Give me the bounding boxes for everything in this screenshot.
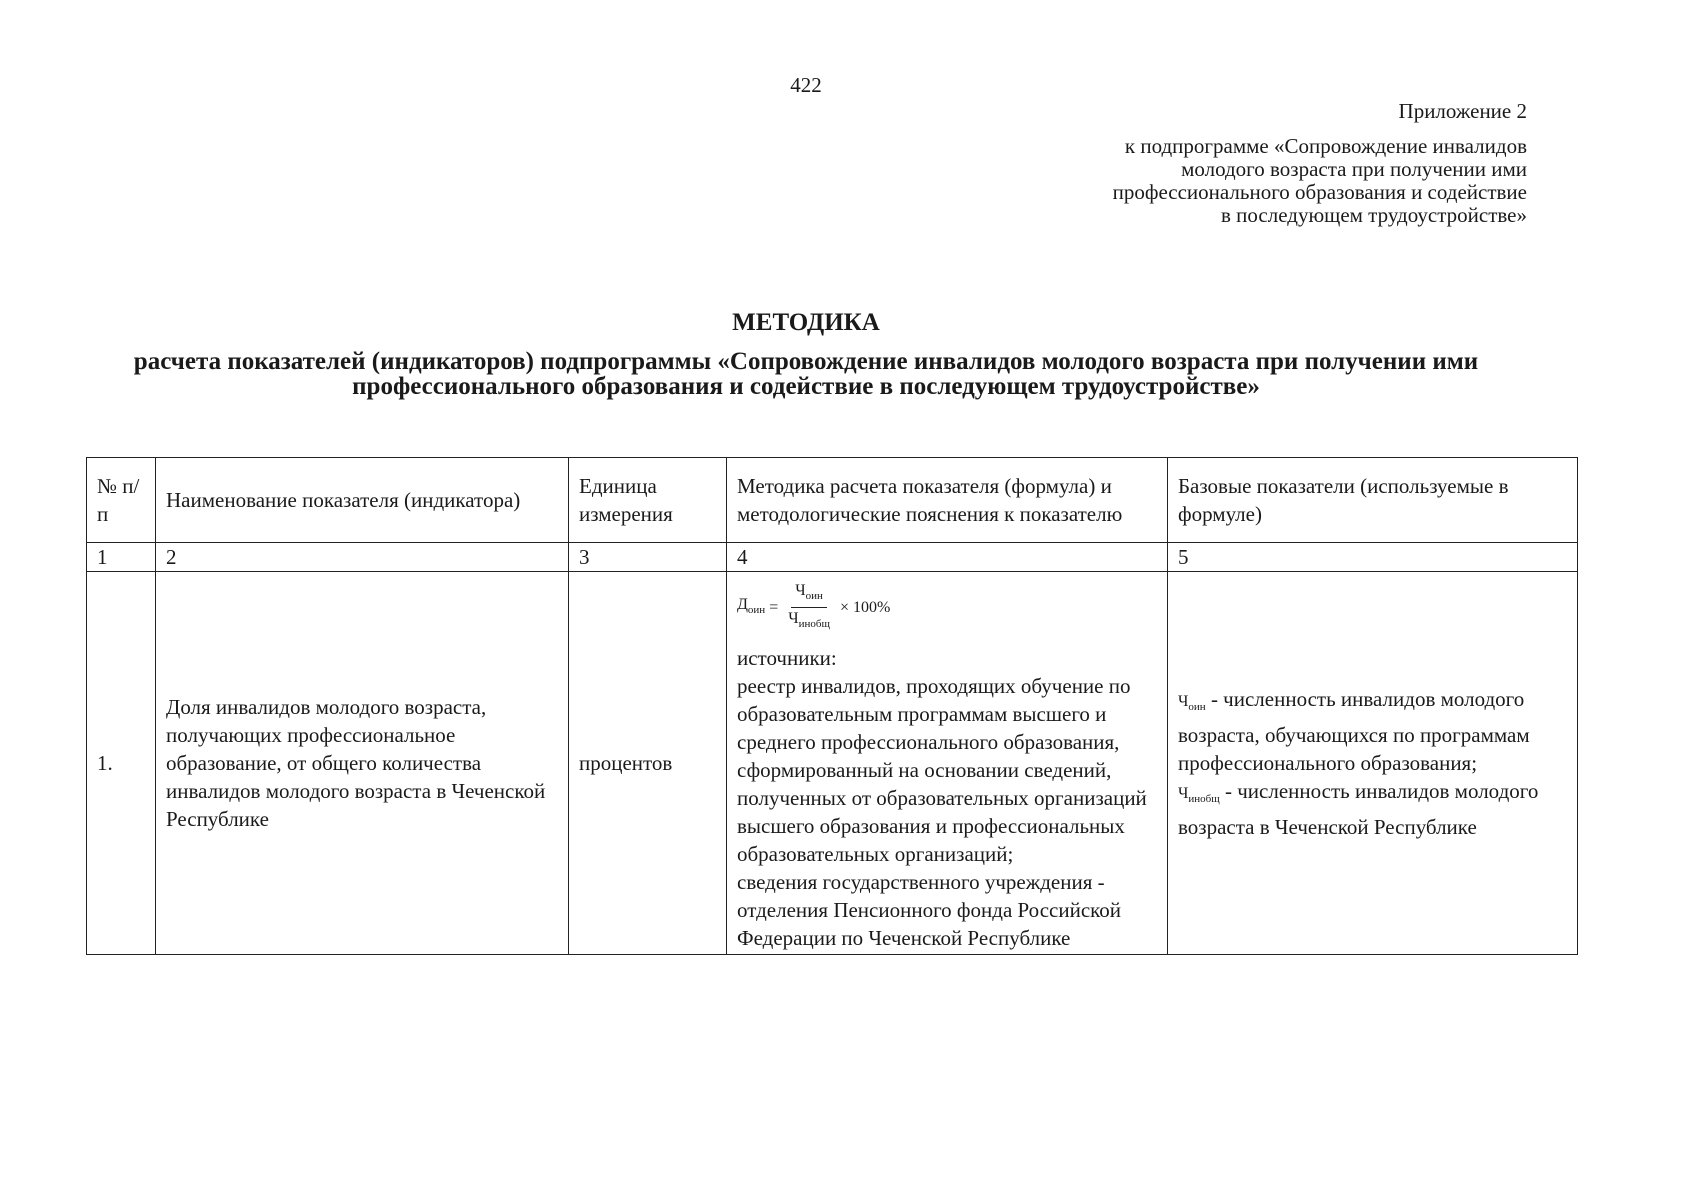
- table-header-row: [87, 458, 1578, 543]
- page-number: 422: [790, 73, 822, 97]
- base-indicator-item: [1178, 777, 1567, 841]
- base-indicator-item: [1178, 685, 1567, 777]
- base-symbol-letter: Ч: [1178, 785, 1189, 802]
- formula: [737, 580, 1157, 636]
- base-indicator-symbol: [1178, 692, 1206, 713]
- formula-multiplier: × 100%: [839, 599, 891, 616]
- method-explanation: источники: реестр инвалидов, проходящих обучение по образовательным программам высшего и среднего профессионального образования, сформированный на основании сведений, полученных от образовательных организаций высшего образования и профессиональных образовательных организаций; сведения государственного учреждения - отделения Пенсионного фонда Российской Федерации по Чеченской Республике: [737, 646, 1147, 950]
- column-number-3: 3: [569, 543, 727, 572]
- header-indicator-name: Наименование показателя (индикатора): [156, 458, 569, 543]
- formula-equals: =: [769, 599, 779, 616]
- base-symbol-subscript: оин: [1188, 701, 1206, 713]
- table-row: [87, 572, 1578, 955]
- appendix-reference: к подпрограмме «Сопровождение инвалидов молодого возраста при получении ими профессионального образования и содействие в последующем трудоустройстве»: [1112, 134, 1527, 227]
- header-number: № п/п: [87, 458, 156, 543]
- methodology-table: [86, 457, 1578, 955]
- method-cell: [727, 572, 1168, 955]
- formula-lhs-symbol: Д: [737, 596, 748, 614]
- numerator-symbol: Ч: [795, 582, 806, 600]
- formula-numerator: [791, 581, 827, 607]
- denominator-symbol: Ч: [788, 609, 799, 627]
- header-base-indicators: Базовые показатели (используемые в формуле): [1168, 458, 1578, 543]
- denominator-subscript: инобщ: [798, 617, 830, 630]
- column-numbers-row: [87, 543, 1578, 572]
- column-number-1: 1: [87, 543, 156, 572]
- base-indicator-text: - численность инвалидов молодого возраста, обучающихся по программам профессионального образования;: [1178, 686, 1530, 775]
- numerator-subscript: оин: [805, 590, 823, 603]
- formula-fraction: [784, 581, 834, 634]
- indicator-unit: процентов: [569, 572, 727, 955]
- base-symbol-subscript: инобщ: [1188, 793, 1220, 806]
- base-symbol-letter: Ч: [1178, 692, 1189, 710]
- column-number-5: 5: [1168, 543, 1578, 572]
- formula-denominator: [784, 608, 834, 635]
- appendix-label: Приложение 2: [1398, 99, 1527, 123]
- base-indicators-cell: [1168, 572, 1578, 955]
- base-indicator-text: - численность инвалидов молодого возраста в Чеченской Республике: [1178, 779, 1539, 840]
- header-method: Методика расчета показателя (формула) и методологические пояснения к показателю: [727, 458, 1168, 543]
- document-subtitle: расчета показателей (индикаторов) подпрограммы «Сопровождение инвалидов молодого возраста при получении ими профессионального образования и содействие в последующем трудоустройстве»: [133, 348, 1479, 400]
- column-number-4: 4: [727, 543, 1168, 572]
- formula-lhs-subscript: оин: [747, 604, 766, 617]
- row-number: 1.: [87, 572, 156, 955]
- indicator-name: Доля инвалидов молодого возраста, получающих профессиональное образование, от общего количества инвалидов молодого возраста в Чеченской Республике: [156, 572, 569, 955]
- formula-lhs: [737, 591, 765, 624]
- base-indicator-symbol: [1178, 785, 1220, 806]
- header-unit: Единица измерения: [569, 458, 727, 543]
- column-number-2: 2: [156, 543, 569, 572]
- document-title: МЕТОДИКА: [732, 309, 880, 336]
